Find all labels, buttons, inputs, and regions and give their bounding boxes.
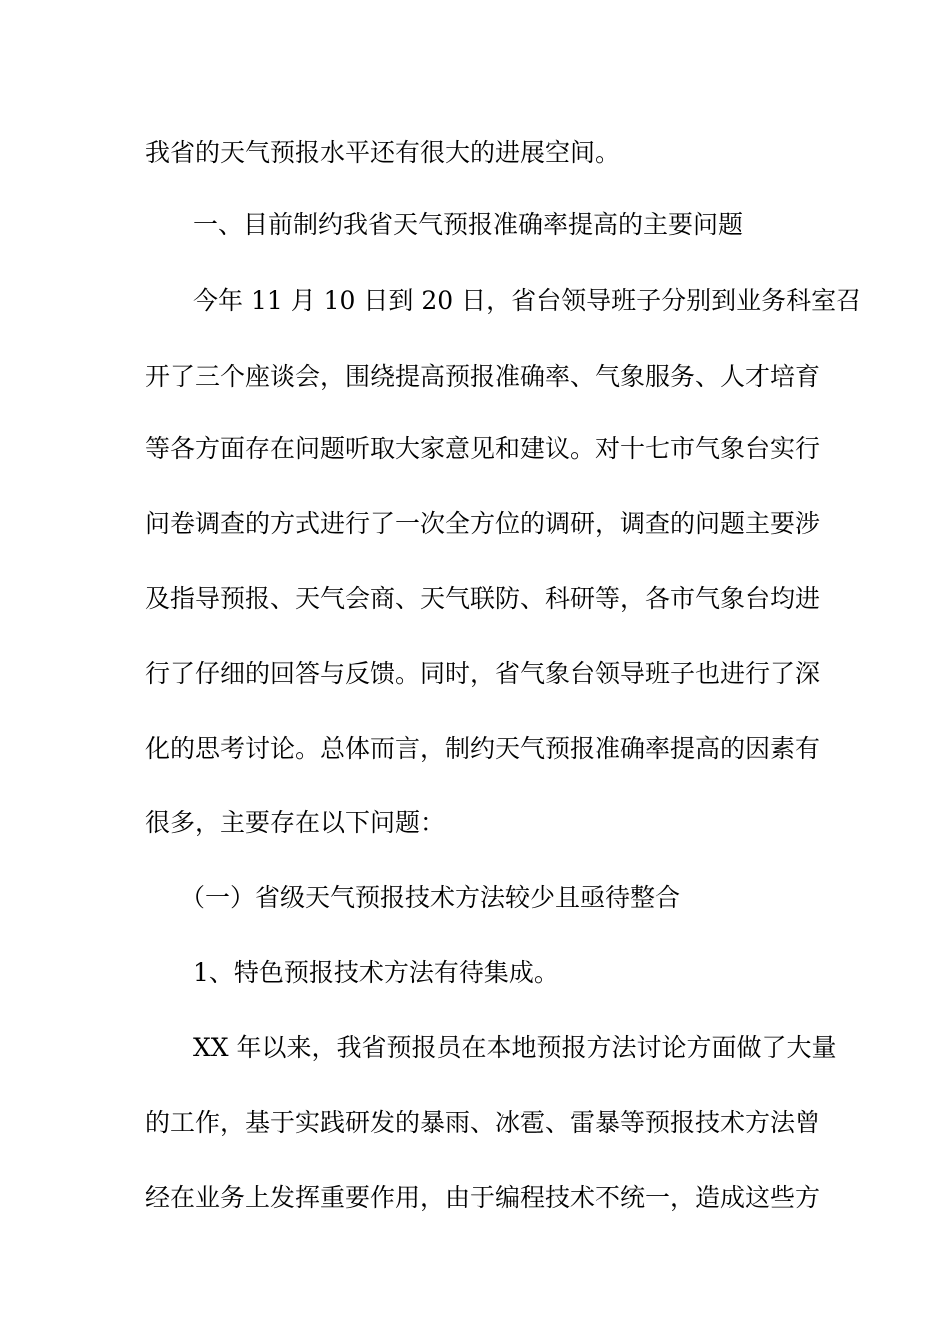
text-line-1: 我省的天气预报水平还有很大的进展空间。 xyxy=(145,138,621,167)
text-line-15: 经在业务上发挥重要作用，由于编程技术不统一，造成这些方 xyxy=(145,1183,821,1212)
text-line-9: 化的思考讨论。总体而言，制约天气预报准确率提高的因素有 xyxy=(145,734,821,763)
text-line-4: 开了三个座谈会，围绕提高预报准确率、气象服务、人才培育 xyxy=(145,362,821,391)
text-line-8: 行了仔细的回答与反馈。同时，省气象台领导班子也进行了深 xyxy=(145,659,821,688)
text-line-3: 今年 11 月 10 日到 20 日，省台领导班子分别到业务科室召 xyxy=(193,286,862,315)
text-line-10: 很多，主要存在以下问题： xyxy=(145,808,446,837)
text-line-7: 及指导预报、天气会商、天气联防、科研等，各市气象台均进 xyxy=(145,584,821,613)
text-line-6: 问卷调查的方式进行了一次全方位的调研，调查的问题主要涉 xyxy=(145,509,821,538)
text-line-13: XX 年以来，我省预报员在本地预报方法讨论方面做了大量 xyxy=(193,1033,837,1062)
text-line-14: 的工作，基于实践研发的暴雨、冰雹、雷暴等预报技术方法曾 xyxy=(145,1108,821,1137)
text-line-5: 等各方面存在问题听取大家意见和建议。对十七市气象台实行 xyxy=(145,434,821,463)
section-heading-1: 一、目前制约我省天气预报准确率提高的主要问题 xyxy=(193,210,744,239)
item-heading-1: 1、特色预报技术方法有待集成。 xyxy=(193,958,559,987)
subsection-heading-1: （一）省级天气预报技术方法较少且亟待整合 xyxy=(180,883,681,912)
